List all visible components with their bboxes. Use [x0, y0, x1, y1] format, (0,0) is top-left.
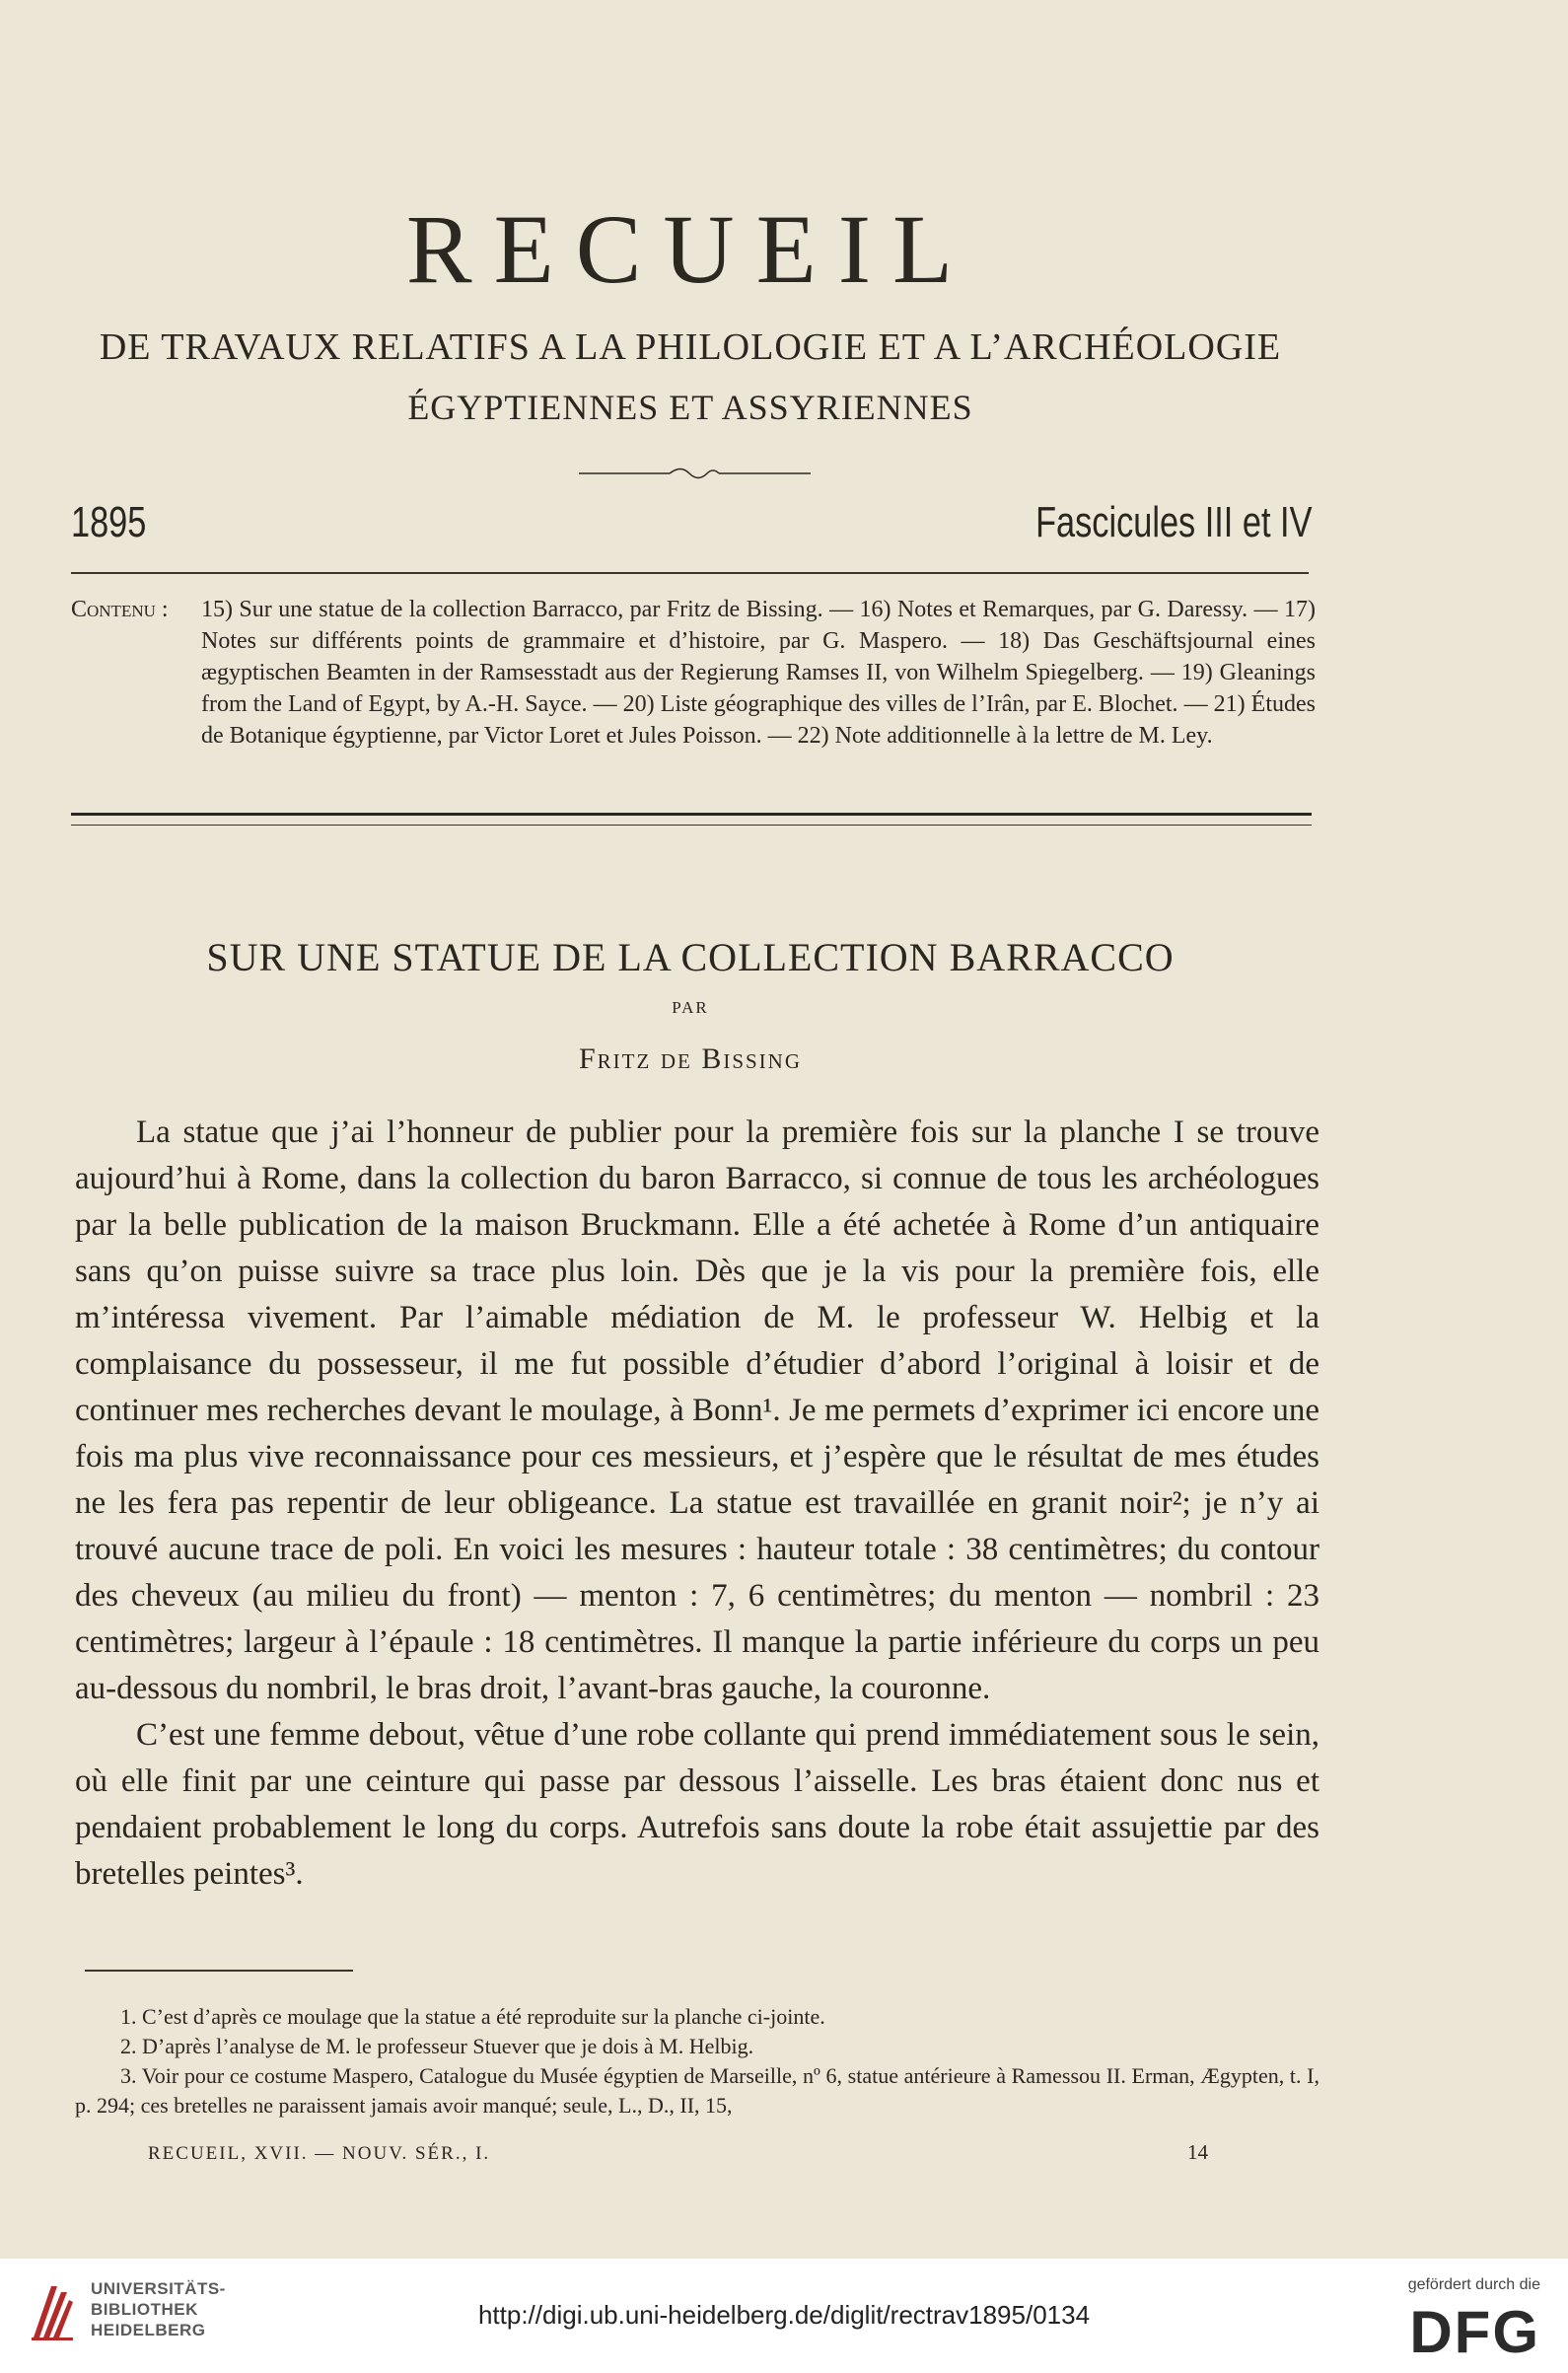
contents-text: 15) Sur une statue de la collection Barracco, par Fritz de Bissing. — 16) Notes et Remarques, par G. Daressy. — 17) Notes sur différents points de grammaire et d’histoire, par G. Maspero. — 18) Das Geschäftsjournal eines ægyptischen Beamten in der Ramsesstadt aus der Regierung Ramses II, von Wilhelm Spiegelberg. — 19) Gleanings from the Land of Egypt, by A.-H. Sayce. — 20) Liste géographique des villes de l’Irân, par E. Blochet. — 21) Études de Botanique égyptienne, par Victor Loret et Jules Poisson. — 22) Note additionnelle à la lettre de M. Ley. — [201, 597, 1316, 749]
journal-subtitle-line2: ÉGYPTIENNES ET ASSYRIENNES — [407, 388, 973, 427]
article-author: Fritz de Bissing — [578, 1043, 803, 1075]
issue-fascicules: Fascicules III et IV — [1034, 498, 1312, 546]
running-footer: RECUEIL, XVII. — NOUV. SÉR., I. — [148, 2143, 491, 2164]
dfg-logo: DFG — [1409, 2299, 1540, 2365]
article-paragraph-1: La statue que j’ai l’honneur de publier pour la première fois sur la planche I se trouve aujourd’hui à Rome, dans la collection du baron Barracco, si connue de tous les archéologues par la belle publication de la maison Bruckmann. Elle a été achetée à Rome d’un antiquaire sans qu’on puisse suivre sa trace plus loin. Dès que je la vis pour la première fois, elle m’intéressa vivement. Par l’aimable médiation de M. le professeur W. Helbig et la complaisance du possesseur, il me fut possible d’étudier d’abord l’original à loisir et de continuer mes recherches devant le moulage, à Bonn¹. Je me permets d’exprimer ici encore une fois ma plus vive reconnaissance pour ces messieurs, et j’espère que le résultat de mes études ne les fera pas repentir de leur obligeance. La statue est travaillée en granit noir²; je n’y ai trouvé aucune trace de poli. En voici les mesures : hauteur totale : 38 centimètres; du contour des cheveux (au milieu du front) — menton : 7, 6 centimètres; du menton — nombril : 23 centimètres; largeur à l’épaule : 18 centimètres. Il manque la partie inférieure du corps un peu au-dessous du nombril, le bras droit, l’avant-bras gauche, la couronne. — [75, 1115, 1319, 1706]
article-paragraph-2: C’est une femme debout, vêtue d’une robe collante qui prend immédiatement sous le sein, où elle finit par une ceinture qui passe par dessous l’aisselle. Les bras étaient donc nus et pendaient probablement le long du corps. Autrefois sans doute la robe était assujettie par des bretelles peintes³. — [75, 1717, 1319, 1892]
article-body — [75, 1110, 1319, 1898]
library-name: UNIVERSITÄTS- BIBLIOTHEK HEIDELBERG — [91, 2279, 226, 2339]
table-of-contents — [71, 594, 1316, 752]
footnotes — [75, 2002, 1319, 2121]
journal-subtitle-line1: DE TRAVAUX RELATIFS A LA PHILOLOGIE ET A L’ARCHÉOLOGIE — [99, 326, 1282, 368]
footnote-2: 2. D’après l’analyse de M. le professeur Stuever que je dois à M. Helbig. — [120, 2034, 754, 2058]
permalink-url[interactable]: http://digi.ub.uni-heidelberg.de/diglit/rectrav1895/0134 — [477, 2300, 1091, 2330]
footnote-rule — [85, 1970, 353, 1972]
contents-label: Contenu : — [71, 597, 169, 622]
ornament-divider — [579, 464, 811, 483]
article-title: SUR UNE STATUE DE LA COLLECTION BARRACCO — [206, 935, 1175, 979]
sheet-number: 14 — [1187, 2140, 1208, 2164]
header-rule — [71, 572, 1309, 574]
journal-title: RECUEIL — [405, 194, 975, 304]
contents-double-rule-top — [71, 813, 1312, 816]
footnote-1: 1. C’est d’après ce moulage que la statue a été reproduite sur la planche ci-jointe. — [120, 2004, 825, 2029]
funding-caption: gefördert durch die — [1407, 2276, 1540, 2293]
footnote-3: 3. Voir pour ce costume Maspero, Catalogue du Musée égyptien de Marseille, nº 6, statue antérieure à Ramessou II. Erman, Ægypten, t. I, p. 294; ces bretelles ne paraissent jamais avoir manqué; seule, L., D., II, 15, — [75, 2063, 1319, 2118]
issue-year: 1895 — [71, 498, 147, 546]
article-par: PAR — [672, 998, 709, 1017]
contents-double-rule-bottom — [71, 825, 1312, 826]
